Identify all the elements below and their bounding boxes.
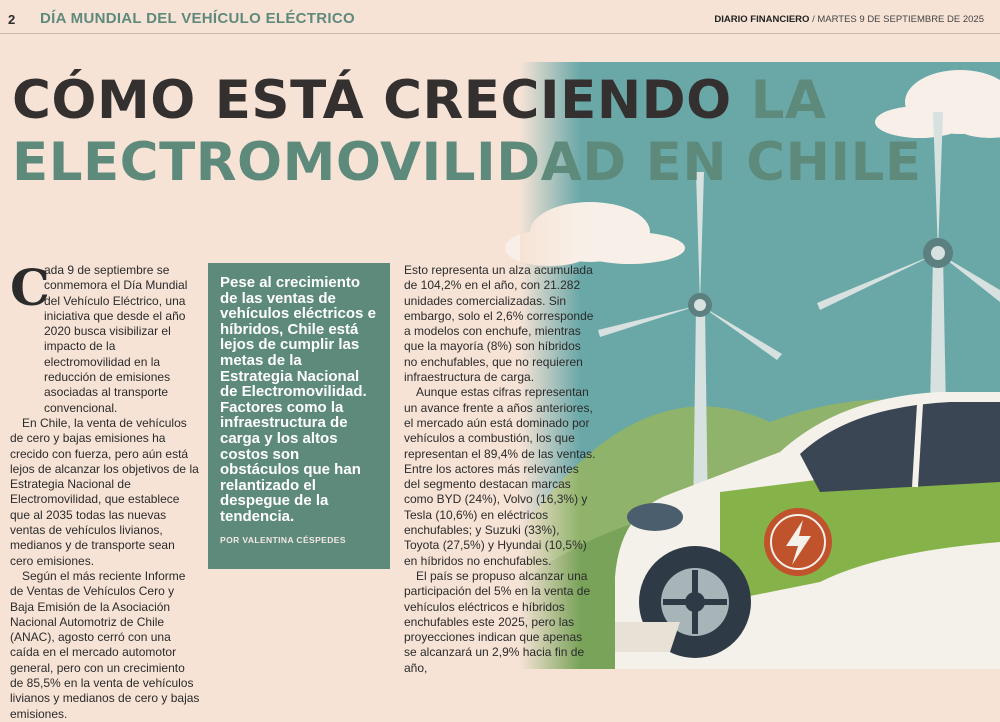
section-title: DÍA MUNDIAL DEL VEHÍCULO ELÉCTRICO [40, 10, 355, 27]
pull-quote-box [208, 263, 390, 569]
publication-date: / MARTES 9 DE SEPTIEMBRE DE 2025 [812, 14, 984, 25]
dropcap-letter: C [10, 258, 50, 317]
article-column-1 [10, 258, 200, 722]
header-info [714, 14, 984, 25]
pull-quote-text: Pese al crecimiento de las ventas de vehículos eléctricos e híbridos, Chile está lejos de cumplir las metas de la Estrategia Nacional de Electromovilidad. Factores como la infraestructura de carga y los altos costos son obstáculos que han relantizado el despegue de la tendencia. [220, 274, 376, 525]
header-divider [0, 33, 1000, 34]
article-column-3 [404, 263, 596, 676]
headline [12, 70, 992, 194]
page-header [0, 0, 1000, 34]
page-number: 2 [8, 12, 16, 27]
headline-line-2: ELECTROMOVILIDAD EN CHILE [12, 132, 922, 193]
paragraph: Según el más reciente Informe de Ventas de Vehículos Cero y Baja Emisión de la Asociación Nacional Automotriz de Chile (ANAC), agosto cerró con una caída en el mercado automotor general, pero con un crecimiento de 85,5% en la venta de vehículos livianos y medianos de cero y bajas emisiones. [10, 568, 200, 721]
headline-part-dark: CÓMO ESTÁ CRECIENDO [12, 70, 751, 131]
lead-paragraph [10, 258, 200, 416]
headline-part-accent: LA [750, 70, 827, 131]
paragraph: Esto representa un alza acumulada de 104,2% en el año, con 21.282 unidades comercializadas. Sin embargo, solo el 2,6% corresponde a modelos con enchufe, mientras que la mayoría (8%) son híbridos no enchufables, que no requieren infraestructura de carga. [404, 263, 594, 385]
paragraph: En Chile, la venta de vehículos de cero y bajas emisiones ha crecido con fuerza, pero aún está lejos de alcanzar los objetivos de la Estrategia Nacional de Electromovilidad, que establece que al 2035 todas las nuevas ventas de vehículos livianos, medianos y de transporte sean cero emisiones. [10, 415, 199, 568]
paragraph: Aunque estas cifras representan un avance frente a años anteriores, el mercado aún está dominado por vehículos a combustión, los que representan el 89,4% de las ventas. Entre los actores más relevantes del segmento destacan marcas como BYD (24%), Volvo (16,3%) y Tesla (10,6%) en eléctricos enchufables; y Suzuki (33%), Toyota (27,5%) y Hyundai (10,5%) en híbridos no enchufables. [404, 385, 596, 568]
paragraph: El país se propuso alcanzar una participación del 5% en la venta de vehículos eléctricos e híbridos enchufables este 2025, pero las proyecciones indican que apenas se alcanzará un 2,9% hacia fin de año, [404, 568, 591, 675]
author-byline: POR VALENTINA CÉSPEDES [220, 534, 346, 545]
publication-name: DIARIO FINANCIERO [714, 14, 810, 25]
lead-text: ada 9 de septiembre se conmemora el Día Mundial del Vehículo Eléctrico, una iniciativa que desde el año 2020 busca visibilizar el impacto de la electromovilidad en la reducción de emisiones asociadas al transporte convencional. [44, 263, 188, 415]
